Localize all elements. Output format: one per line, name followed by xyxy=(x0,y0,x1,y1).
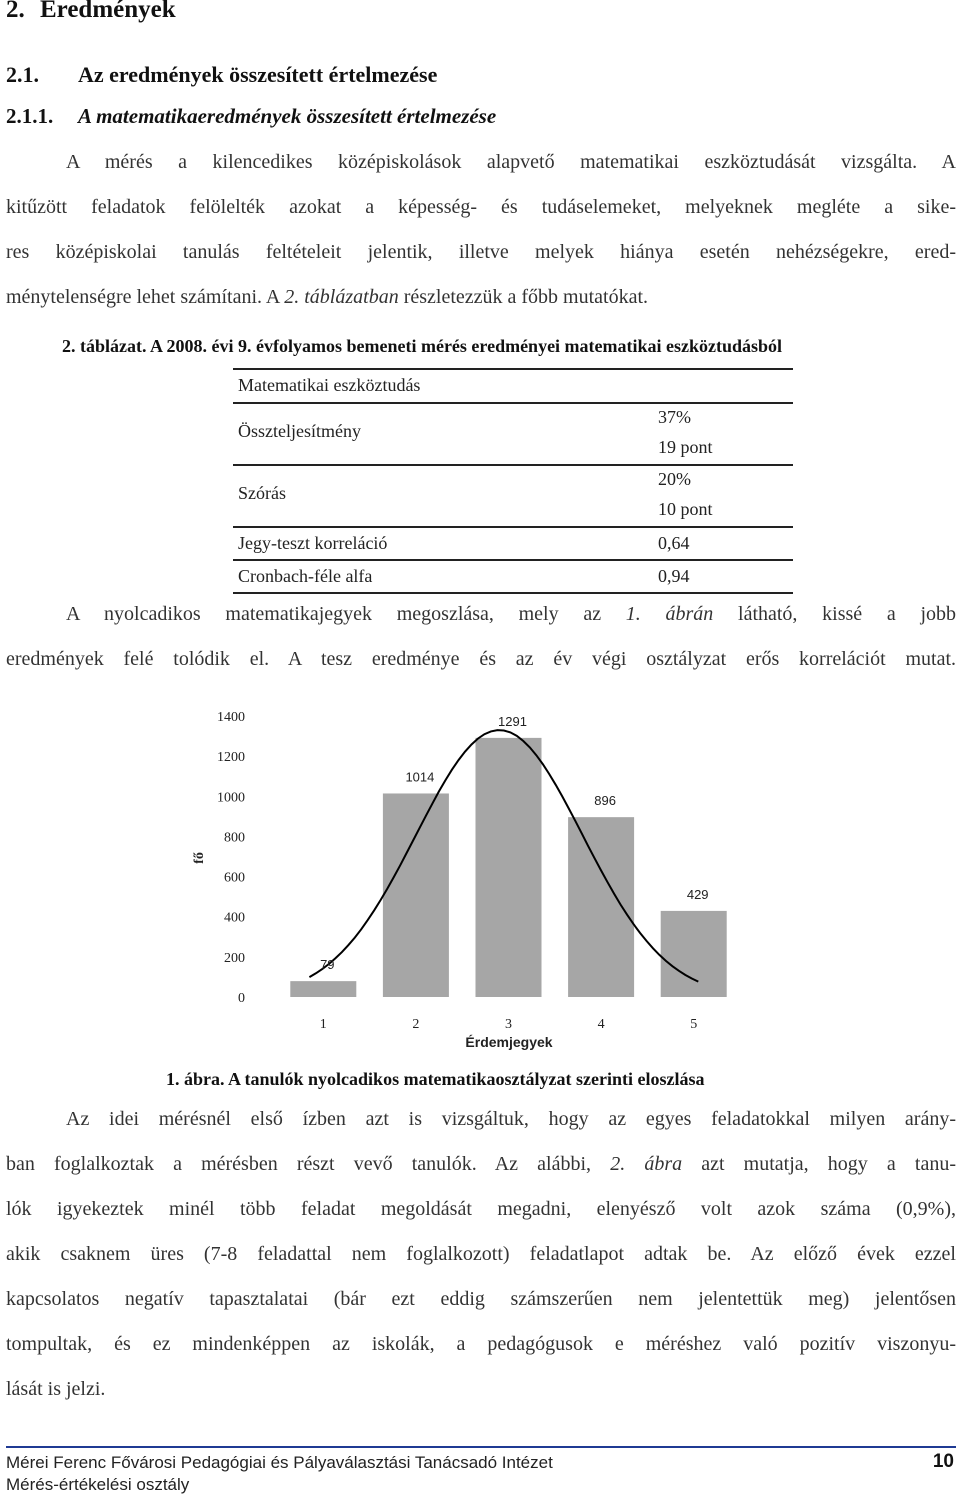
survey-paragraph xyxy=(6,1097,956,1412)
data-label: 1014 xyxy=(405,769,435,785)
x-tick-label: 3 xyxy=(505,1017,512,1032)
paragraph-line: akik csaknem üres (7-8 feladattal nem foglalkozott) feladatlapot adtak be. Az előző évek ezzel xyxy=(6,1243,956,1265)
grade-paragraph xyxy=(6,592,956,682)
y-tick-label: 200 xyxy=(224,950,245,966)
paragraph-line: tompultak, és ez mindenképpen az iskolák, a pedagógusok e méréshez való pozitív viszonyu- xyxy=(6,1333,956,1355)
footer-rule xyxy=(6,1446,956,1448)
table-row xyxy=(233,561,793,594)
page-number: 10 xyxy=(932,1451,954,1472)
chapter-number: 2. xyxy=(6,0,25,23)
text-run: ménytelenségre lehet számítani. A xyxy=(6,286,285,308)
text-run: részletezzük a főbb mutatókat. xyxy=(398,286,649,308)
text-run: ban foglalkoztak a mérésben részt vevő tanulók. Az alábbi, xyxy=(6,1153,611,1175)
table-header-row xyxy=(233,368,793,404)
text-run: látható, kissé a jobb xyxy=(713,603,956,625)
paragraph-line: kitűzött feladatok felölelték azokat a képesség- és tudáselemeket, melyeknek megléte a sike- xyxy=(6,196,956,218)
y-axis-title: fő xyxy=(192,852,207,864)
table-row xyxy=(233,528,793,561)
paragraph-line xyxy=(6,275,956,320)
paragraph-line: res középiskolai tanulás feltételeit jelentik, illetve melyek hiánya esetén nehézségekre, ered- xyxy=(6,241,956,263)
x-tick-label: 2 xyxy=(412,1017,420,1032)
x-axis xyxy=(320,1017,697,1032)
data-label: 896 xyxy=(594,793,616,809)
y-tick-label: 800 xyxy=(224,830,245,846)
text-run: azt mutatja, hogy a tanu- xyxy=(682,1153,956,1175)
paragraph-line xyxy=(6,1142,956,1187)
grade-distribution-chart xyxy=(150,700,790,1065)
paragraph-line xyxy=(6,592,956,637)
figure-reference: 1. ábrán xyxy=(625,603,714,625)
paragraph-line: Az idei mérésnél első ízben azt is vizsgáltuk, hogy az egyes feladatokkal milyen arány- xyxy=(66,1108,956,1130)
data-label: 1291 xyxy=(498,713,527,729)
x-axis-title: Érdemjegyek xyxy=(465,1034,553,1050)
table-row xyxy=(233,466,793,528)
row-value: 0,64 xyxy=(658,533,690,553)
bar xyxy=(476,738,542,997)
row-value-points: 19 pont xyxy=(658,437,713,457)
y-tick-label: 1200 xyxy=(217,750,245,766)
data-label: 429 xyxy=(686,886,709,902)
row-label: Szórás xyxy=(238,483,286,503)
table-reference: 2. táblázatban xyxy=(284,286,399,308)
text-run: A nyolcadikos matematikajegyek megoszlása, mely az xyxy=(66,603,626,625)
y-tick-label: 1400 xyxy=(217,710,245,725)
row-label: Cronbach-féle alfa xyxy=(238,566,373,586)
section-title: Az eredmények összesített értelmezése xyxy=(78,62,438,87)
subsection-heading xyxy=(6,104,496,129)
subsection-number: 2.1.1. xyxy=(6,104,54,128)
footer-institution: Mérei Ferenc Fővárosi Pedagógiai és Pályaválasztási Tanácsadó Intézet xyxy=(6,1453,553,1472)
y-tick-label: 600 xyxy=(224,870,245,886)
table-header: Matematikai eszköztudás xyxy=(238,375,421,395)
row-value-percent: 37% xyxy=(658,407,691,427)
y-tick-label: 400 xyxy=(224,910,245,926)
footer-department: Mérés-értékelési osztály xyxy=(6,1475,190,1494)
paragraph-line: kapcsolatos negatív tapasztalatai (bár ezt eddig számszerűen nem jelentettük meg) jelentősen xyxy=(6,1288,956,1310)
paragraph-line: eredmények felé tolódik el. A tesz eredménye és az év végi osztályzat erős korrelációt mutat. xyxy=(6,648,956,670)
table-row xyxy=(233,404,793,466)
table-caption: 2. táblázat. A 2008. évi 9. évfolyamos bemeneti mérés eredményei matematikai eszköztudásból xyxy=(62,336,783,356)
row-label: Összteljesítmény xyxy=(238,421,361,441)
y-axis xyxy=(217,710,245,1006)
chapter-title: Eredmények xyxy=(40,0,176,23)
row-value-points: 10 pont xyxy=(658,499,713,519)
paragraph-line: lását is jelzi. xyxy=(6,1378,106,1400)
x-tick-label: 4 xyxy=(597,1017,605,1032)
y-tick-label: 0 xyxy=(238,991,245,1006)
bar xyxy=(383,793,449,997)
subsection-title: A matematikaeredmények összesített értelmezése xyxy=(78,104,497,128)
paragraph-line: A mérés a kilencedikes középiskolások alapvető matematikai eszköztudását vizsgálta. A xyxy=(66,151,956,173)
figure-caption: 1. ábra. A tanulók nyolcadikos matematikaosztályzat szerinti eloszlása xyxy=(166,1069,705,1089)
results-table xyxy=(233,368,793,594)
bar xyxy=(661,911,727,997)
row-label: Jegy-teszt korreláció xyxy=(238,533,388,553)
figure-reference: 2. ábra xyxy=(610,1153,683,1175)
row-value-percent: 20% xyxy=(658,469,691,489)
bar xyxy=(290,981,356,997)
bars xyxy=(290,738,726,997)
paragraph-line: lók igyekeztek minél több feladat megoldását megadni, elenyésző volt azok száma (0,9%), xyxy=(6,1198,956,1220)
bar xyxy=(568,817,634,997)
x-tick-label: 1 xyxy=(319,1017,327,1032)
row-value: 0,94 xyxy=(658,566,690,586)
intro-paragraph xyxy=(6,140,956,320)
data-label: 79 xyxy=(320,957,335,973)
y-tick-label: 1000 xyxy=(217,790,245,806)
x-tick-label: 5 xyxy=(690,1017,698,1032)
section-heading xyxy=(6,62,437,88)
section-number: 2.1. xyxy=(6,62,39,87)
chapter-heading xyxy=(6,0,176,24)
